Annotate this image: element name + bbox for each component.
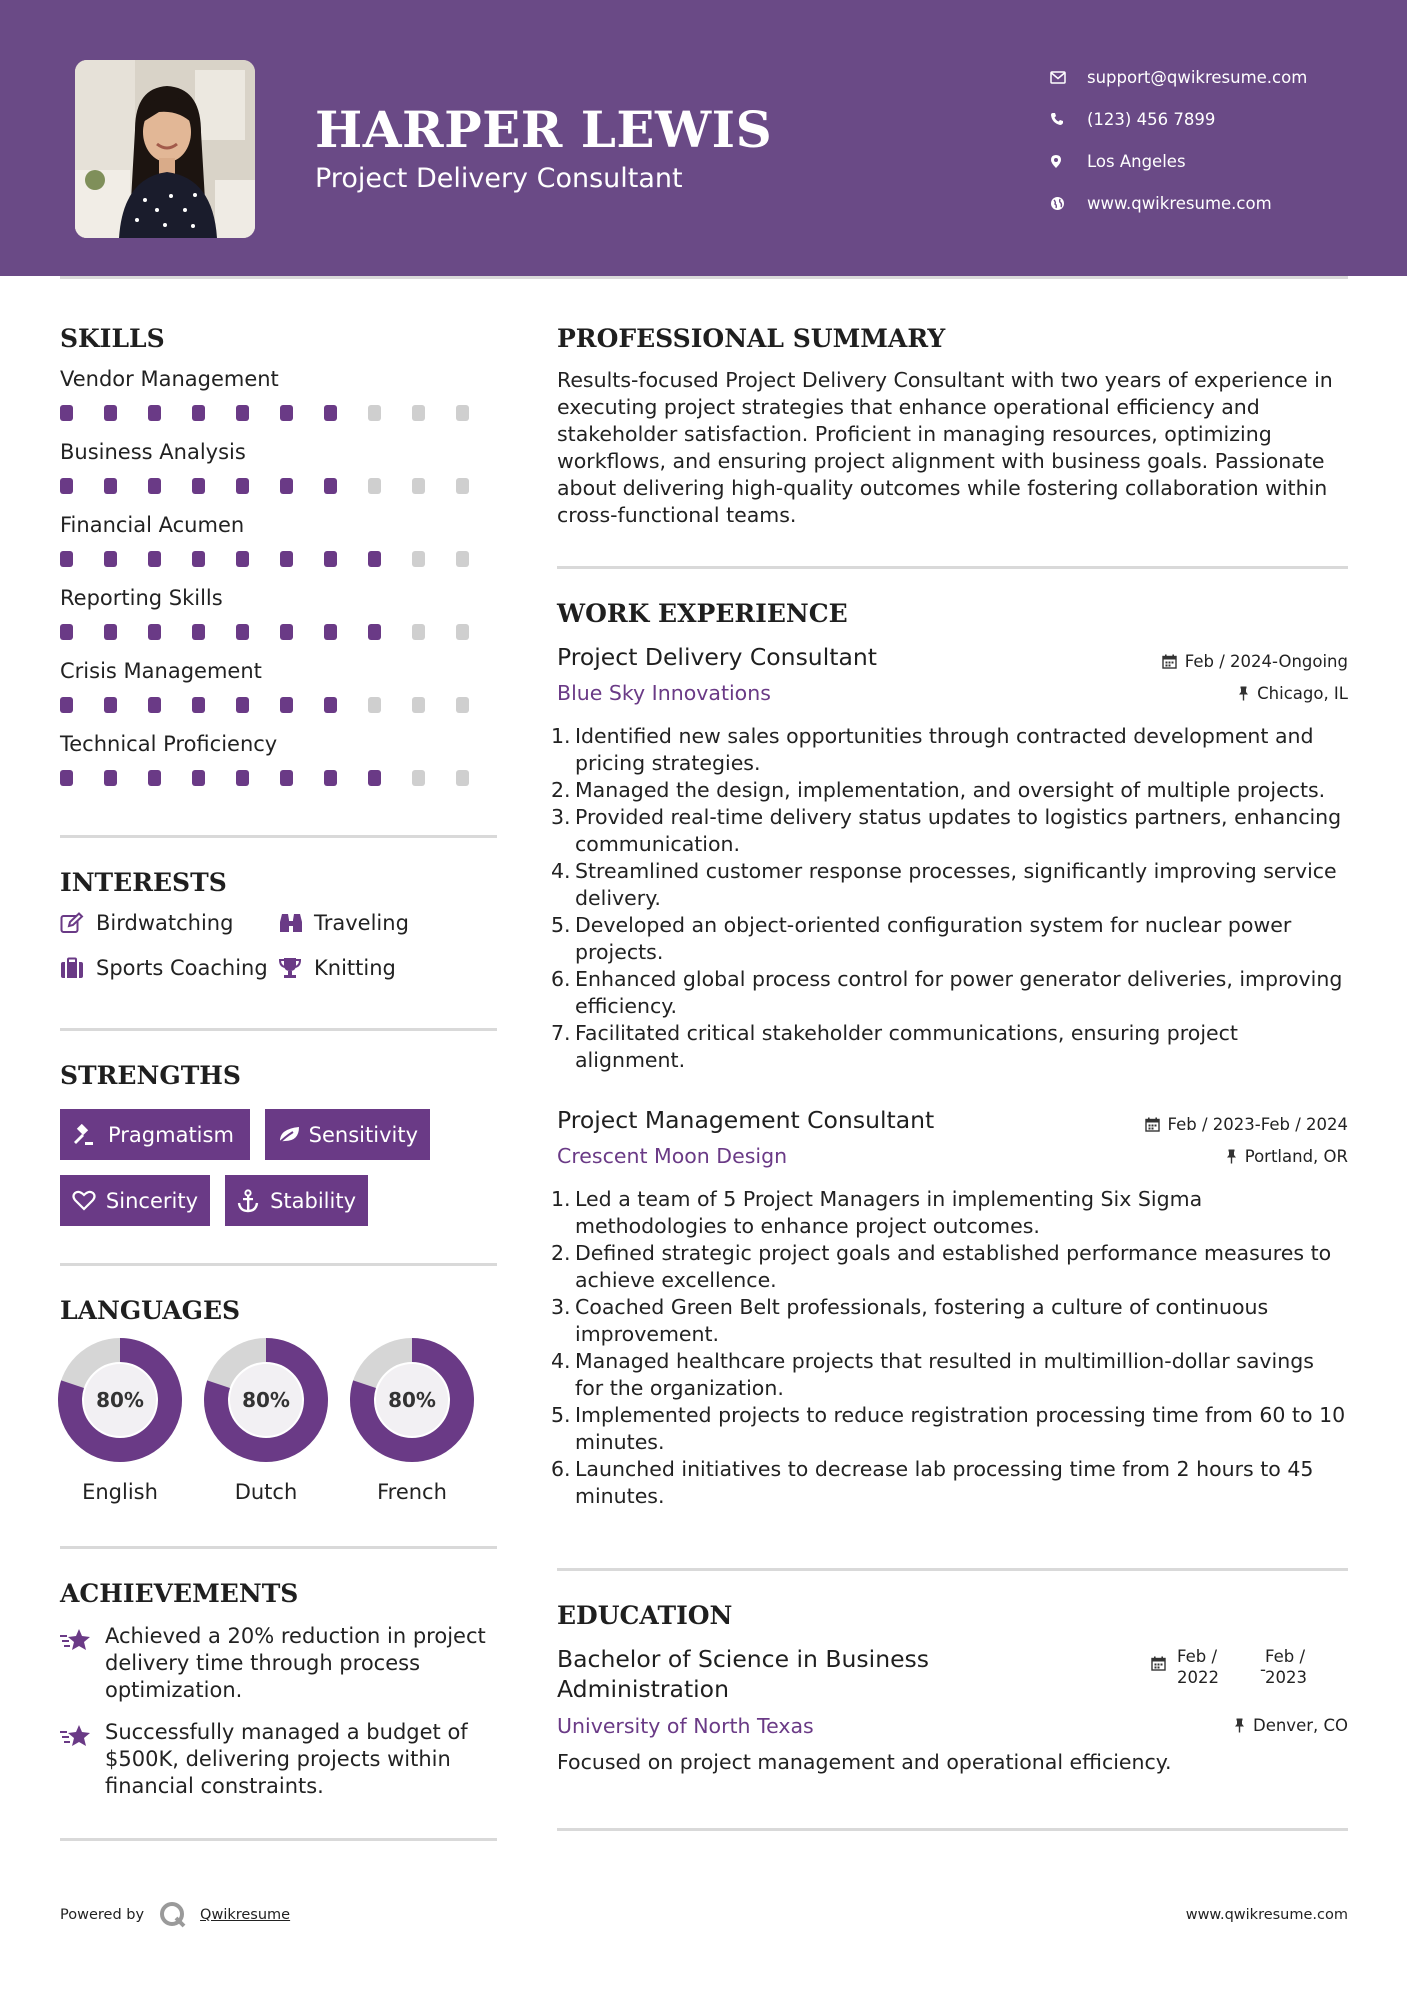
education-date-end-month: Feb / <box>1265 1647 1306 1666</box>
skill-rating <box>60 697 500 713</box>
job-company: Crescent Moon Design <box>557 1144 788 1168</box>
language-item <box>350 1338 474 1504</box>
job-dates-text: Feb / 2024-Ongoing <box>1184 652 1348 671</box>
job-dates-text: Feb / 2023-Feb / 2024 <box>1167 1115 1348 1134</box>
language-ring <box>350 1338 474 1462</box>
skill-dot-filled <box>368 551 381 567</box>
education-date-separator: - <box>1260 1660 1266 1679</box>
skill-dot-filled <box>148 478 161 494</box>
interest-item <box>60 956 268 980</box>
language-percent: 80% <box>96 1388 144 1412</box>
skill-dot-filled <box>104 624 117 640</box>
skill-dot-filled <box>280 770 293 786</box>
skill-dot-empty <box>412 624 425 640</box>
skill-dot-filled <box>192 551 205 567</box>
bullet-text: Facilitated critical stakeholder communications, ensuring project alignment. <box>575 1021 1238 1072</box>
skill-dot-empty <box>456 697 469 713</box>
qwikresume-logo-icon <box>158 1900 188 1930</box>
education-title: EDUCATION <box>557 1601 733 1630</box>
skill-dot-filled <box>368 770 381 786</box>
job-dates <box>1145 1115 1348 1134</box>
anchor-icon <box>237 1189 270 1213</box>
skill-dot-empty <box>412 405 425 421</box>
phone-icon <box>1050 112 1087 126</box>
trophy-icon <box>278 957 314 979</box>
job-bullets <box>551 723 1347 1074</box>
contact-website-text[interactable]: www.qwikresume.com <box>1087 193 1272 213</box>
summary-text: Results-focused Project Delivery Consultant with two years of experience in executing project strategies that enhance operational efficiency and stakeholder satisfaction. Proficient in managing resources, optimizing workflows, and ensuring project alignment with business goals. Passionate about delivering high-quality outcomes while fostering collaboration within cross-functional teams. <box>557 368 1333 527</box>
skill-dot-filled <box>104 405 117 421</box>
skill-dot-empty <box>456 770 469 786</box>
skill-dot-filled <box>104 551 117 567</box>
skill-dot-filled <box>192 405 205 421</box>
bullet-number: 4. <box>551 859 571 883</box>
skill-dot-filled <box>236 624 249 640</box>
achievement-text: Achieved a 20% reduction in project delivery time through process optimization. <box>105 1624 486 1702</box>
skill-item <box>60 586 500 640</box>
summary-divider <box>557 566 1348 569</box>
education-degree-line1: Bachelor of Science in Business <box>557 1645 930 1673</box>
language-name: Dutch <box>234 1480 298 1504</box>
skill-dot-filled <box>60 551 73 567</box>
bullet-number: 5. <box>551 913 571 937</box>
bullet-text: Coached Green Belt professionals, fostering a culture of continuous improvement. <box>575 1295 1269 1346</box>
binoculars-icon <box>278 912 314 934</box>
skill-rating <box>60 624 500 640</box>
achievements-title: ACHIEVEMENTS <box>60 1579 299 1608</box>
strength-label: Stability <box>270 1188 356 1213</box>
bullet-text: Identified new sales opportunities through contracted development and pricing strategies. <box>575 724 1314 775</box>
job-location-text: Portland, OR <box>1244 1147 1348 1166</box>
map-pin-icon <box>1050 154 1087 169</box>
bullet-number: 6. <box>551 1457 571 1481</box>
skill-rating <box>60 405 500 421</box>
job-bullets <box>551 1186 1347 1510</box>
skill-dot-filled <box>236 478 249 494</box>
contact-website <box>1050 182 1370 224</box>
qwikresume-link[interactable]: Qwikresume <box>200 1907 291 1923</box>
skill-dot-filled <box>60 478 73 494</box>
skill-item <box>60 367 500 421</box>
achievement-text: Successfully managed a budget of $500K, delivering projects within financial constraints. <box>105 1720 468 1798</box>
job-role: Project Delivery Consultant <box>557 643 877 671</box>
strength-tag <box>225 1175 368 1226</box>
job-bullet <box>551 1186 1347 1240</box>
job-bullet <box>551 1020 1347 1074</box>
skill-dot-empty <box>456 405 469 421</box>
job-bullet <box>551 966 1347 1020</box>
bullet-number: 2. <box>551 778 571 802</box>
bullet-number: 5. <box>551 1403 571 1427</box>
skill-dot-filled <box>324 697 337 713</box>
education-date-start <box>1177 1646 1219 1688</box>
skill-name: Vendor Management <box>60 367 279 391</box>
leaf-icon <box>277 1125 309 1145</box>
bullet-text: Managed healthcare projects that resulted in multimillion-dollar savings for the organization. <box>575 1349 1314 1400</box>
profile-photo <box>75 60 255 238</box>
skill-dot-empty <box>368 478 381 494</box>
footer-website[interactable]: www.qwikresume.com <box>1185 1907 1348 1923</box>
powered-by-label: Powered by <box>60 1907 145 1923</box>
bullet-text: Defined strategic project goals and established performance measures to achieve excellence. <box>575 1241 1332 1292</box>
skill-dot-empty <box>456 624 469 640</box>
job-bullet <box>551 1456 1347 1510</box>
strength-label: Sensitivity <box>308 1122 418 1147</box>
languages-divider <box>60 1546 497 1549</box>
skill-dot-filled <box>324 624 337 640</box>
header-divider <box>60 276 1348 279</box>
bullet-text: Implemented projects to reduce registration processing time from 60 to 10 minutes. <box>575 1403 1346 1454</box>
globe-icon <box>1050 196 1087 211</box>
skill-dot-empty <box>412 478 425 494</box>
skill-dot-filled <box>368 624 381 640</box>
job-location <box>1238 684 1348 703</box>
skill-dot-filled <box>60 770 73 786</box>
skill-name: Technical Proficiency <box>60 732 278 756</box>
contact-phone-text[interactable]: (123) 456 7899 <box>1087 109 1216 129</box>
job-bullet <box>551 912 1347 966</box>
skill-dot-empty <box>412 697 425 713</box>
star-icon <box>60 1719 105 1800</box>
job-bullet <box>551 777 1347 804</box>
bullet-text: Managed the design, implementation, and oversight of multiple projects. <box>575 778 1326 802</box>
education-date-start-year: 2022 <box>1177 1668 1219 1687</box>
skill-dot-filled <box>236 405 249 421</box>
strengths-title: STRENGTHS <box>60 1061 241 1090</box>
candidate-name: HARPER LEWIS <box>315 100 773 159</box>
resume-header <box>0 0 1407 276</box>
strength-tag <box>60 1109 250 1160</box>
skills-title: SKILLS <box>60 324 165 353</box>
bullet-number: 6. <box>551 967 571 991</box>
skill-dot-filled <box>148 551 161 567</box>
education-degree-line2: Administration <box>557 1675 729 1703</box>
skill-dot-filled <box>104 697 117 713</box>
bullet-number: 2. <box>551 1241 571 1265</box>
job-bullet <box>551 1240 1347 1294</box>
job-bullet <box>551 723 1347 777</box>
skill-dot-filled <box>192 697 205 713</box>
calendar-icon <box>1162 654 1177 669</box>
skill-dot-filled <box>236 697 249 713</box>
languages-title: LANGUAGES <box>60 1296 241 1325</box>
skill-dot-filled <box>148 624 161 640</box>
skill-dot-filled <box>192 624 205 640</box>
bullet-number: 7. <box>551 1021 571 1045</box>
achievements-divider <box>60 1838 497 1841</box>
skill-dot-filled <box>236 551 249 567</box>
calendar-icon <box>1145 1117 1160 1132</box>
language-percent: 80% <box>242 1388 290 1412</box>
achievement-item <box>60 1623 500 1704</box>
skill-item <box>60 513 500 567</box>
language-item <box>204 1338 328 1504</box>
language-item <box>58 1338 182 1504</box>
heart-icon <box>72 1190 106 1211</box>
skill-dot-empty <box>412 770 425 786</box>
footer-powered-by <box>60 1900 290 1930</box>
bullet-number: 1. <box>551 1187 571 1211</box>
skill-dot-filled <box>148 770 161 786</box>
skill-dot-empty <box>456 478 469 494</box>
skill-dot-empty <box>456 551 469 567</box>
contact-email-text[interactable]: support@qwikresume.com <box>1087 67 1308 87</box>
strength-label: Sincerity <box>105 1188 198 1213</box>
job-bullet <box>551 1402 1347 1456</box>
skill-dot-filled <box>60 697 73 713</box>
skill-dot-filled <box>192 478 205 494</box>
bullet-text: Enhanced global process control for power generator deliveries, improving efficiency. <box>575 967 1343 1018</box>
experience-title: WORK EXPERIENCE <box>557 599 848 628</box>
job-company: Blue Sky Innovations <box>557 681 771 705</box>
contact-location <box>1050 140 1370 182</box>
skill-dot-filled <box>60 405 73 421</box>
skill-dot-filled <box>324 770 337 786</box>
skill-item <box>60 440 500 494</box>
interest-item <box>278 911 409 935</box>
bullet-text: Led a team of 5 Project Managers in implementing Six Sigma methodologies to enhance project outcomes. <box>575 1187 1203 1238</box>
pushpin-icon <box>1226 1149 1237 1164</box>
job-dates <box>1162 652 1348 671</box>
skill-dot-filled <box>148 405 161 421</box>
interests-divider <box>60 1028 497 1031</box>
interest-label: Sports Coaching <box>96 956 268 980</box>
interests-title: INTERESTS <box>60 868 227 897</box>
skill-dot-filled <box>148 697 161 713</box>
gavel-icon <box>72 1124 108 1146</box>
education-school: University of North Texas <box>557 1714 814 1738</box>
achievement-item <box>60 1719 500 1800</box>
skill-dot-filled <box>324 551 337 567</box>
envelope-icon <box>1050 71 1087 84</box>
interest-item <box>60 911 233 935</box>
pushpin-icon <box>1234 1718 1245 1733</box>
language-ring <box>58 1338 182 1462</box>
interest-label: Traveling <box>314 911 409 935</box>
job-bullet <box>551 1348 1347 1402</box>
contact-list <box>1050 56 1370 224</box>
skill-dot-filled <box>324 478 337 494</box>
edit-icon <box>60 912 96 934</box>
skill-dot-filled <box>60 624 73 640</box>
education-date-start-month: Feb / <box>1177 1647 1218 1666</box>
skill-dot-filled <box>104 770 117 786</box>
bullet-number: 4. <box>551 1349 571 1373</box>
skill-rating <box>60 551 500 567</box>
calendar-icon <box>1151 1656 1166 1675</box>
skill-dot-filled <box>324 405 337 421</box>
strengths-divider <box>60 1263 497 1266</box>
skills-divider <box>60 835 497 838</box>
language-name: English <box>82 1480 158 1504</box>
skill-item <box>60 659 500 713</box>
contact-location-text: Los Angeles <box>1087 151 1186 171</box>
skill-name: Financial Acumen <box>60 513 245 537</box>
bullet-number: 3. <box>551 1295 571 1319</box>
skill-dot-filled <box>280 697 293 713</box>
briefcase-icon <box>60 957 96 979</box>
contact-phone <box>1050 98 1370 140</box>
skill-name: Business Analysis <box>60 440 246 464</box>
skill-dot-empty <box>368 405 381 421</box>
star-icon <box>60 1623 105 1704</box>
bullet-number: 3. <box>551 805 571 829</box>
interest-item <box>278 956 396 980</box>
contact-email <box>1050 56 1370 98</box>
skill-name: Crisis Management <box>60 659 262 683</box>
job-role: Project Management Consultant <box>557 1106 935 1134</box>
education-date-end-year: 2023 <box>1265 1668 1307 1687</box>
bullet-text: Developed an object-oriented configuration system for nuclear power projects. <box>575 913 1292 964</box>
skill-dot-empty <box>368 697 381 713</box>
interest-label: Knitting <box>314 956 396 980</box>
skill-dot-filled <box>280 405 293 421</box>
summary-title: PROFESSIONAL SUMMARY <box>557 324 946 353</box>
language-ring <box>204 1338 328 1462</box>
education-location <box>1234 1716 1348 1735</box>
candidate-title: Project Delivery Consultant <box>315 163 683 194</box>
experience-divider <box>557 1568 1348 1571</box>
job-bullet <box>551 1294 1347 1348</box>
skill-dot-filled <box>280 551 293 567</box>
skill-dot-empty <box>412 551 425 567</box>
bullet-text: Provided real-time delivery status updates to logistics partners, enhancing communication. <box>575 805 1342 856</box>
job-location <box>1226 1147 1348 1166</box>
skill-dot-filled <box>236 770 249 786</box>
interest-label: Birdwatching <box>96 911 234 935</box>
strength-tag <box>60 1175 210 1226</box>
skill-dot-filled <box>104 478 117 494</box>
bullet-text: Streamlined customer response processes, significantly improving service delivery. <box>575 859 1337 910</box>
skill-dot-filled <box>192 770 205 786</box>
strength-label: Pragmatism <box>108 1122 234 1147</box>
skill-dot-filled <box>280 478 293 494</box>
skill-rating <box>60 478 500 494</box>
strength-tag <box>265 1109 430 1160</box>
skill-name: Reporting Skills <box>60 586 223 610</box>
job-bullet <box>551 858 1347 912</box>
bullet-number: 1. <box>551 724 571 748</box>
education-date-end <box>1265 1646 1307 1688</box>
bullet-text: Launched initiatives to decrease lab processing time from 2 hours to 45 minutes. <box>575 1457 1314 1508</box>
education-divider <box>557 1828 1348 1831</box>
language-percent: 80% <box>388 1388 436 1412</box>
language-name: French <box>377 1480 447 1504</box>
education-description: Focused on project management and operational efficiency. <box>557 1750 1172 1774</box>
job-bullet <box>551 804 1347 858</box>
skill-item <box>60 732 500 786</box>
skill-rating <box>60 770 500 786</box>
job-location-text: Chicago, IL <box>1257 684 1348 703</box>
education-location-text: Denver, CO <box>1252 1716 1348 1735</box>
pushpin-icon <box>1238 686 1249 701</box>
skill-dot-filled <box>280 624 293 640</box>
